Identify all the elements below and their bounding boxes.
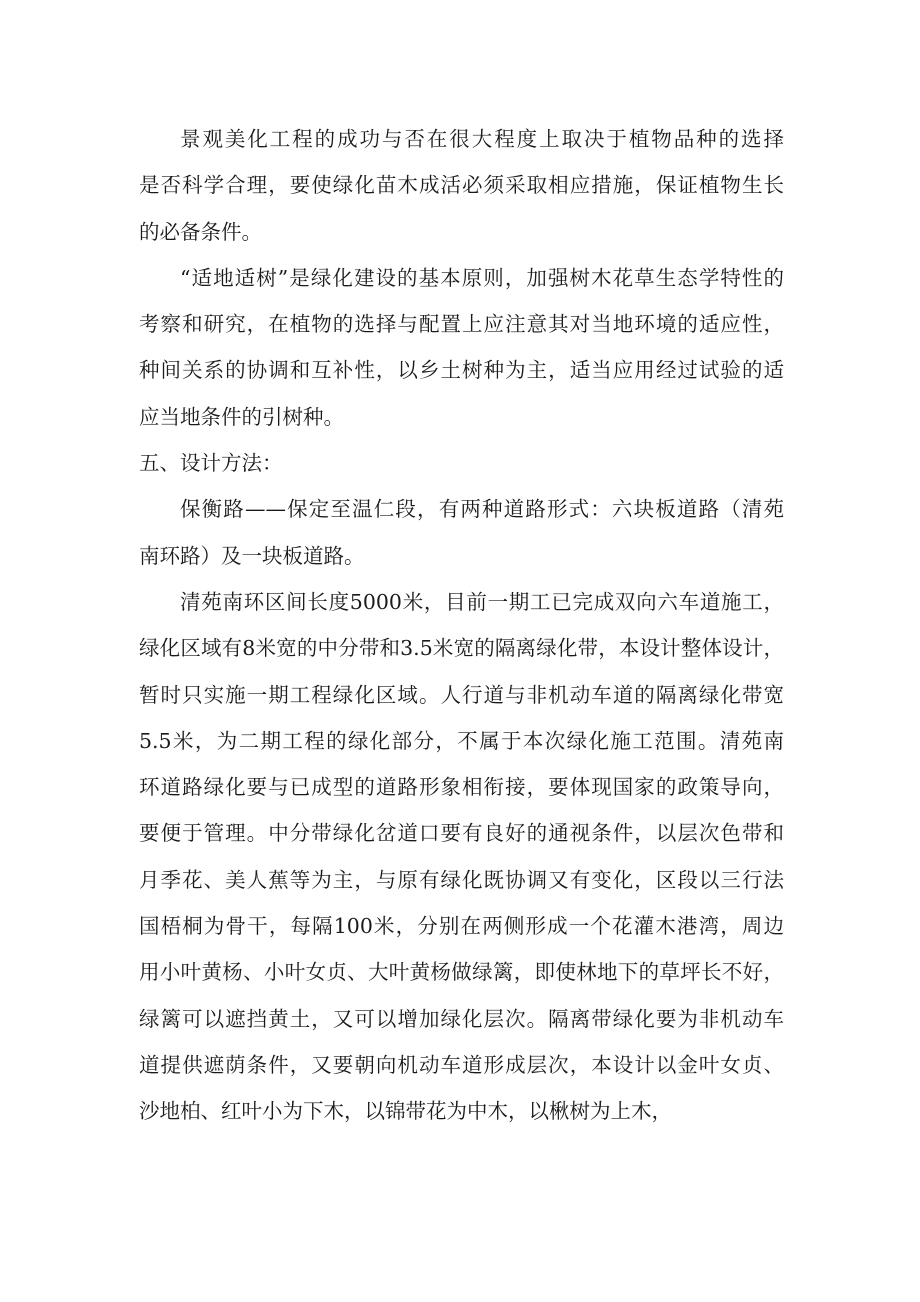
- text-line: 应当地条件的引树种。: [139, 404, 344, 429]
- text-line: 国梧桐为骨干，每隔100米，分别在两侧形成一个花灌木港湾，周边: [139, 914, 784, 939]
- text-line: 沙地柏、红叶小为下木，以锦带花为中木，以楸树为上木，: [139, 1099, 672, 1124]
- text-line: 月季花、美人蕉等为主，与原有绿化既协调又有变化，区段以三行法: [139, 867, 784, 892]
- text-line: 要便于管理。中分带绿化岔道口要有良好的通视条件，以层次色带和: [139, 821, 784, 846]
- document-body: [139, 116, 784, 1135]
- text-line: 是否科学合理，要使绿化苗木成活必须采取相应措施，保证植物生长: [139, 173, 784, 198]
- text-line: 保衡路——保定至温仁段，有两种道路形式：六块板道路（清苑: [180, 497, 784, 522]
- text-line: 道提供遮荫条件，又要朝向机动车道形成层次，本设计以金叶女贞、: [139, 1052, 784, 1077]
- text-line: 清苑南环区间长度5000米，目前一期工已完成双向六车道施工，: [180, 589, 784, 614]
- text-line: 景观美化工程的成功与否在很大程度上取决于植物品种的选择: [180, 127, 784, 151]
- text-line: 用小叶黄杨、小叶女贞、大叶黄杨做绿篱，即使林地下的草坪长不好，: [139, 960, 784, 985]
- text-line: 南环路）及一块板道路。: [139, 543, 365, 568]
- text-line: 5.5米，为二期工程的绿化部分，不属于本次绿化施工范围。清苑南: [139, 728, 784, 753]
- text-line: 暂时只实施一期工程绿化区域。人行道与非机动车道的隔离绿化带宽: [139, 682, 784, 707]
- text-line: 环道路绿化要与已成型的道路形象相衔接，要体现国家的政策导向，: [139, 775, 784, 800]
- text-line: 考察和研究，在植物的选择与配置上应注意其对当地环境的适应性，: [139, 312, 784, 337]
- text-line: “适地适树”是绿化建设的基本原则，加强树木花草生态学特性的: [180, 265, 784, 290]
- text-line: 绿化区域有8米宽的中分带和3.5米宽的隔离绿化带，本设计整体设计，: [139, 636, 784, 661]
- text-line: 的必备条件。: [139, 219, 262, 244]
- text-line: 绿篱可以遮挡黄土，又可以增加绿化层次。隔离带绿化要为非机动车: [139, 1006, 784, 1031]
- text-line: 种间关系的协调和互补性，以乡土树种为主，适当应用经过试验的适: [139, 358, 784, 383]
- text-line: 五、设计方法：: [139, 451, 283, 476]
